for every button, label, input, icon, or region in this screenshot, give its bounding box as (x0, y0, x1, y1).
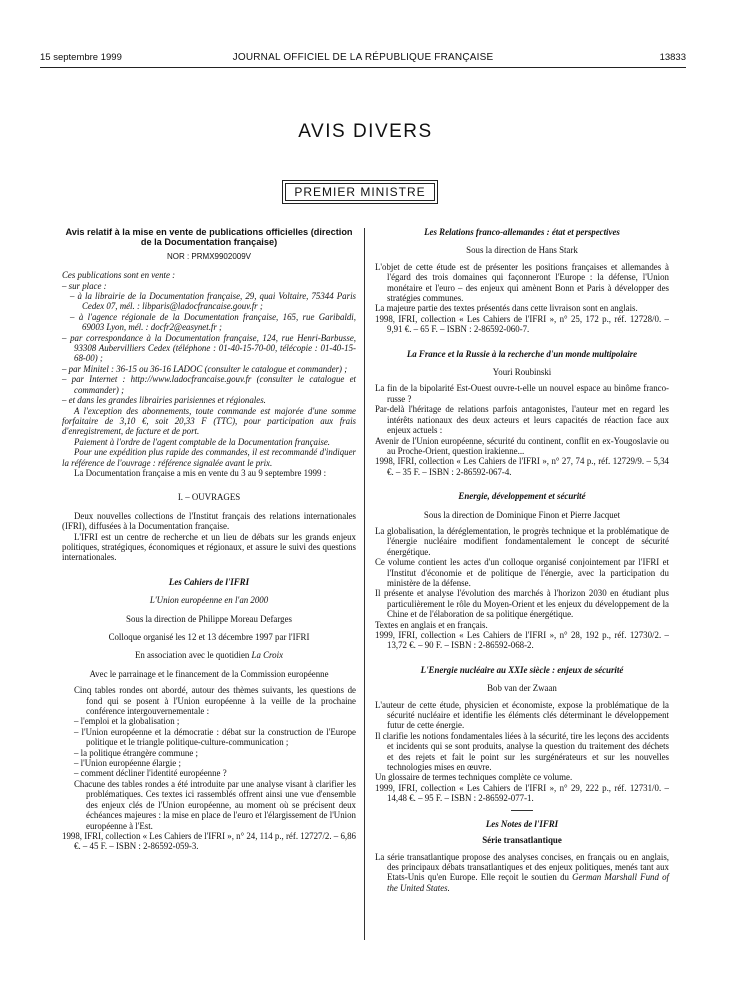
entry-paragraph: L'auteur de cette étude, physicien et économiste, expose la problématique de la sécurité nucléaire et identifie les éléments clés déterminant le développement futur de cette énergie. (375, 699, 669, 731)
entry-direction: Sous la direction de Hans Stark (466, 245, 578, 256)
entry-title: Energie, développement et sécurité (458, 491, 586, 502)
intro-line: – et dans les grandes librairies parisiennes et régionales. (62, 395, 266, 406)
note-paragraph: A l'exception des abonnements, toute commande est majorée d'une somme forfaitaire de 3,10 €, soit 20,33 F (TTC), pour participation aux frais d'enregistrement, de facture et de port. (62, 405, 356, 437)
parrainage-line: Avec le parrainage et le financement de la Commission européenne (89, 668, 329, 679)
entry-direction: Sous la direction de Dominique Finon et Pierre Jacquet (423, 509, 621, 520)
entry-title: Les Relations franco-allemandes : état et perspectives (424, 227, 620, 237)
ouvrages-paragraph: Deux nouvelles collections de l'Institut français des relations internationales (IFRI), diffusées à la Documentation française. (62, 510, 356, 532)
ouvrages-paragraph: L'IFRI est un centre de recherche et un lieu de débats sur les grands enjeux politiques, stratégiques, économiques et régionaux, et assure le suivi des questions internationales. (62, 531, 356, 563)
tables-intro: Cinq tables rondes ont abordé, autour des thèmes suivants, les questions de fond qui se posent à l'Union européenne à la veille de la prochaine conférence intergouvernementale : (74, 685, 356, 717)
page-header (40, 52, 686, 68)
theme-item: – l'Union européenne élargie ; (74, 758, 181, 769)
entry-paragraph: Il présente et analyse l'évolution des marchés à l'horizon 2030 en étudiant plus particulièrement le rôle du Moyen-Orient et les enjeux du développement de la Chine et de l'élaboration de sa politique énergétique. (375, 588, 669, 620)
entry-paragraph: Un glossaire de termes techniques complète ce volume. (375, 772, 573, 783)
availability-paragraph: La Documentation française a mis en vente du 3 au 9 septembre 1999 : (74, 467, 327, 478)
note-paragraph: Paiement à l'ordre de l'agent comptable de la Documentation française. (74, 436, 331, 447)
entry-paragraph: Ce volume contient les actes d'un colloque organisé conjointement par l'IFRI et l'Institut d'économie et de politique de l'énergie, avec la participation du ministère de la défense. (375, 557, 669, 588)
book-direction: Sous la direction de Philippe Moreau Defarges (126, 613, 292, 624)
entry-paragraph: Textes en anglais et en français. (375, 619, 488, 630)
entry-paragraph: Avenir de l'Union européenne, sécurité du continent, conflit en ex-Yougoslavie ou au Proche-Orient, question irakienne... (375, 435, 669, 456)
section-title: AVIS DIVERS (298, 121, 433, 142)
intro-line: – par Internet : http://www.ladocfrancaise.gouv.fr (consulter le catalogue et commander) ; (62, 374, 356, 395)
theme-item: – comment décliner l'identité européenne ? (74, 768, 227, 779)
entry-paragraph: La majeure partie des textes présentés dans cette livraison sont en anglais. (375, 303, 638, 314)
header-page-number: 13833 (659, 52, 686, 63)
intro-line: – à l'agence régionale de la Documentation française, 165, rue Garibaldi, 69003 Lyon, mél. : docfr2@easynet.fr ; (70, 311, 356, 333)
book-reference: 1998, IFRI, collection « Les Cahiers de l'IFRI », n° 24, 114 p., réf. 12727/2. – 6,86 €. – 45 F. – ISBN : 2-86592-059-3. (62, 830, 356, 852)
intro-line: Ces publications sont en vente : (62, 270, 176, 281)
entry-direction: Youri Roubinski (492, 367, 552, 378)
association-paper: La Croix (251, 650, 284, 661)
colloque-line: Colloque organisé les 12 et 13 décembre 1997 par l'IFRI (108, 632, 310, 642)
entry-reference: 1998, IFRI, collection « Les Cahiers de l'IFRI », n° 27, 74 p., réf. 12729/9. – 5,34 €. – 35 F. – ISBN : 2-86592-067-4. (375, 456, 669, 477)
entry-reference: 1998, IFRI, collection « Les Cahiers de l'IFRI », n° 25, 172 p., réf. 12728/0. – 9,91 €. – 65 F. – ISBN : 2-86592-060-7. (375, 313, 669, 335)
entry-paragraph: Il clarifie les notions fondamentales liées à la sécurité, tire les leçons des accidents et incidents qui se sont produits, analyse la question du traitement des déchets et des rejets et fait le point sur les surgénérateurs et sur les nouvelles technologies mises en œuvre. (375, 730, 669, 773)
intro-line: – sur place : (62, 280, 107, 291)
header-date: 15 septembre 1999 (40, 52, 122, 63)
entry-paragraph: La globalisation, la déréglementation, le progrès technique et la problématique de l'énergie nucléaire modifient fondamentalement le concept de sécurité énergétique. (375, 525, 669, 557)
association-prefix: En association avec le quotidien (134, 650, 250, 661)
entry-title: L'Energie nucléaire au XXIe siècle : enjeux de sécurité (420, 664, 624, 675)
column-divider (364, 228, 365, 940)
collection-title: Les Cahiers de l'IFRI (168, 576, 250, 587)
entry-paragraph: La fin de la bipolarité Est-Ouest ouvre-t-elle un nouvel espace au binôme franco-russe ? (375, 383, 669, 404)
section-separator (511, 810, 533, 811)
right-column (375, 227, 669, 893)
header-rule (40, 67, 686, 68)
notice-title: Avis relatif à la mise en vente de publications officielles (direction de la Documentation française) (65, 227, 353, 248)
association-line (62, 650, 356, 660)
book-title: L'Union européenne en l'an 2000 (149, 595, 269, 606)
notes-collection-title: Les Notes de l'IFRI (485, 818, 559, 829)
theme-item: – l'Union européenne et la démocratie : débat sur la construction de l'Europe politique et le triangle politique-culture-communication ; (74, 726, 356, 748)
serie-text: La série transatlantique propose des analyses concises, en français ou en anglais, des principaux débats transatlantiques et des enjeux politiques, menés tant aux Etats-Unis qu'en Europe. Elle reçoit le soutien du (375, 851, 669, 883)
ouvrages-heading: I. – OUVRAGES (177, 492, 241, 503)
entry-paragraph: L'objet de cette étude est de présenter les positions françaises et allemandes à l'égard des trois domaines qui façonneront l'Europe : la défense, l'Union monétaire et l'euro – des enjeux qui amènent Bonn et Paris à développer des stratégies communes. (375, 261, 669, 304)
entry-title: La France et la Russie à la recherche d'un monde multipolaire (406, 348, 638, 359)
intro-line: – à la librairie de la Documentation française, 29, quai Voltaire, 75344 Paris Cedex 07, mél. : libparis@ladocfrancaise.gouv.fr ; (70, 291, 356, 312)
nor-reference: NOR : PRMX9902009V (166, 251, 252, 261)
entry-reference: 1999, IFRI, collection « Les Cahiers de l'IFRI », n° 29, 222 p., réf. 12731/0. – 14,48 €. – 95 F. – ISBN : 2-86592-077-1. (375, 782, 669, 804)
note-paragraph: Pour une expédition plus rapide des commandes, il est recommandé d'indiquer la référence de l'ouvrage : référence signalée avant le prix. (62, 447, 356, 468)
tables-outro: Chacune des tables rondes a été introduite par une analyse visant à clarifier les problématiques. Ces textes ici rassemblés offrent ainsi une vue d'ensemble des enjeux clés de l'Union européenne, au moment où se précisent deux échéances majeures : la mise en place de l'euro et l'élargissement de l'Union européenne à l'Est. (74, 778, 356, 831)
left-column (62, 227, 356, 852)
intro-line: – par correspondance à la Documentation française, 124, rue Henri-Barbusse, 93308 Aubervilliers Cedex (téléphone : 01-40-15-70-00, télécopie : 01-40-15-68-00) ; (62, 332, 356, 364)
serie-fund: German Marshall Fund of the United States. (387, 872, 670, 893)
entry-reference: 1999, IFRI, collection « Les Cahiers de l'IFRI », n° 28, 192 p., réf. 12730/2. – 13,72 €. – 90 F. – ISBN : 2-86592-068-2. (375, 630, 669, 651)
theme-item: – la politique étrangère commune ; (74, 747, 198, 758)
header-journal-title: JOURNAL OFFICIEL DE LA RÉPUBLIQUE FRANÇAISE (232, 52, 494, 63)
intro-line: – par Minitel : 36-15 ou 36-16 LADOC (consulter le catalogue et commander) ; (62, 363, 348, 374)
serie-title: Série transatlantique (482, 835, 562, 846)
theme-item: – l'emploi et la globalisation ; (74, 716, 180, 727)
serie-paragraph (375, 852, 669, 894)
entry-direction: Bob van der Zwaan (487, 683, 557, 694)
entry-paragraph: Par-delà l'héritage de relations parfois antagonistes, l'auteur met en regard les intérêts nationaux des deux acteurs et leurs capacités de réaction face aux enjeux actuels : (375, 404, 669, 436)
ministry-box: PREMIER MINISTRE (282, 180, 438, 204)
